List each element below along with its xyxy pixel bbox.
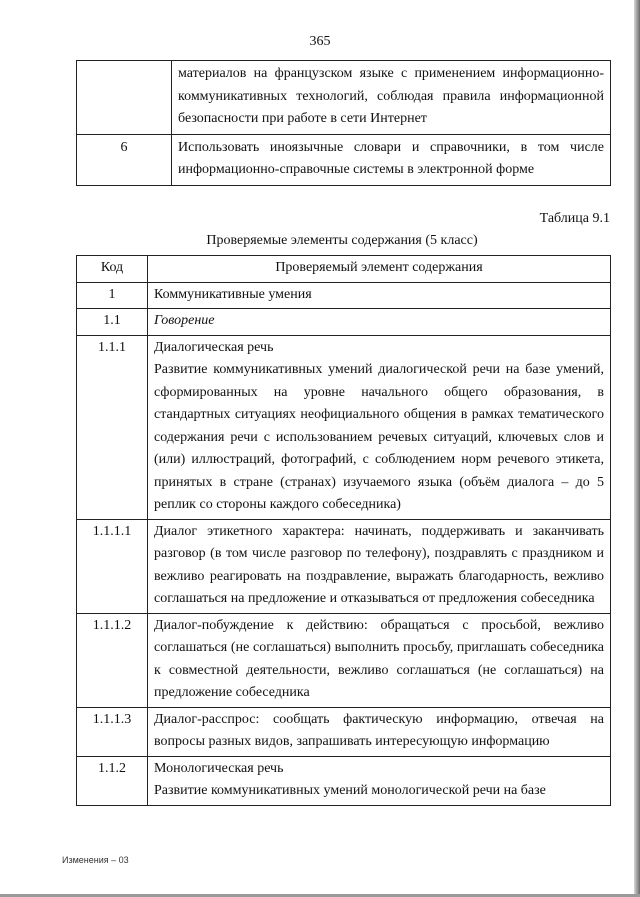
table-row <box>77 707 611 756</box>
table-row <box>77 309 611 336</box>
row-code: 1.1 <box>77 309 148 336</box>
table-row <box>77 282 611 309</box>
row-text: Диалог этикетного характера: начинать, поддерживать и заканчивать разговор (в том числе разговор по телефону), поздравлять с праздником и вежливо реагировать на поздравление, выражать благодарность, вежливо соглашаться на предложение и отказываться от предложения собеседника <box>148 519 611 613</box>
table-row <box>77 756 611 805</box>
page-number: 365 <box>309 34 331 49</box>
scan-edge-shadow <box>634 0 640 897</box>
row-text: Диалог-побуждение к действию: обращаться с просьбой, вежливо соглашаться (не соглашаться) выполнить просьбу, приглашать собеседника к совместной деятельности, вежливо соглашаться (не соглашаться) на предложение собеседника <box>148 613 611 707</box>
row-text: Диалог-расспрос: сообщать фактическую информацию, отвечая на вопросы разных видов, запрашивать интересующую информацию <box>148 707 611 756</box>
row-text: Монологическая речь <box>154 760 284 776</box>
row-text: Коммуникативные умения <box>148 282 611 309</box>
row-description: Развитие коммуникативных умений монологической речи на базе <box>154 783 546 798</box>
content-elements-table <box>76 255 611 806</box>
row-code <box>77 61 172 135</box>
table-title: Проверяемые элементы содержания (5 класс) <box>206 233 478 248</box>
table-row <box>77 61 611 135</box>
row-code: 1.1.1.2 <box>77 613 148 707</box>
table-row <box>77 134 611 185</box>
row-code: 1.1.1.3 <box>77 707 148 756</box>
row-cell <box>148 756 611 805</box>
table-row <box>77 335 611 519</box>
row-text: Говорение <box>148 309 611 336</box>
row-code: 1.1.2 <box>77 756 148 805</box>
table-row <box>77 613 611 707</box>
row-text: Использовать иноязычные словари и справочники, в том числе информационно-справочные системы в электронной форме <box>172 134 611 185</box>
row-code: 1.1.1 <box>77 335 148 519</box>
row-text: Диалогическая речь <box>154 339 274 355</box>
header-element: Проверяемый элемент содержания <box>148 256 611 283</box>
row-code: 1.1.1.1 <box>77 519 148 613</box>
footer-revision: Изменения – 03 <box>62 855 129 865</box>
table-row <box>77 519 611 613</box>
table-header-row <box>77 256 611 283</box>
row-code: 1 <box>77 282 148 309</box>
row-cell <box>148 335 611 519</box>
header-code: Код <box>77 256 148 283</box>
continued-table <box>76 60 611 186</box>
row-description: Развитие коммуникативных умений диалогической речи на базе умений, сформированных на уровне начального общего образования, в стандартных ситуациях неофициального общения в рамках тематического содержания речи с использованием речевых ситуаций, ключевых слов и (или) иллюстраций, фотографий, с соблюдением норм речевого этикета, принятых в стране (странах) изучаемого языка (объём диалога – до 5 реплик со стороны каждого собеседника) <box>154 362 604 512</box>
row-code: 6 <box>77 134 172 185</box>
table-caption: Таблица 9.1 <box>539 211 610 226</box>
row-text: материалов на французском языке с применением информационно-коммуникативных технологий, соблюдая правила информационной безопасности при работе в сети Интернет <box>172 61 611 135</box>
